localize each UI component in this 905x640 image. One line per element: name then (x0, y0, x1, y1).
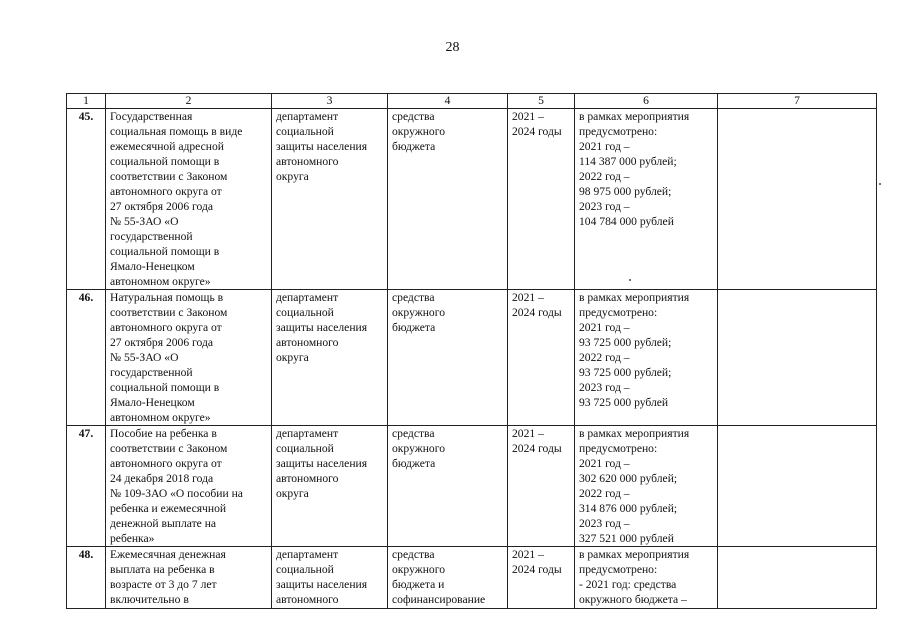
cell-line: в рамках мероприятия (579, 110, 690, 123)
cell-line: защиты населения (276, 457, 368, 470)
financing-cell (575, 547, 718, 609)
cell-line: 327 521 000 рублей (579, 532, 674, 545)
measure-name-cell (106, 109, 272, 290)
period-cell (508, 547, 575, 609)
cell-line: государственной (110, 230, 193, 243)
cell-line: 2024 годы (512, 306, 562, 319)
cell-line: возрасте от 3 до 7 лет (110, 578, 217, 591)
cell-line: Ямало-Ненецком (110, 260, 195, 273)
cell-line: окружного бюджета – (579, 593, 687, 606)
note-cell (718, 290, 877, 426)
cell-line: Государственная (110, 110, 193, 123)
measure-name-cell (106, 290, 272, 426)
cell-line: 2022 год – (579, 170, 630, 183)
cell-line: автономном округе» (110, 411, 211, 424)
cell-line: государственной (110, 366, 193, 379)
funding-source-cell (388, 290, 508, 426)
row-number-cell: 47. (67, 426, 106, 547)
column-header-2: 2 (106, 94, 272, 109)
cell-line: ребенка и ежемесячной (110, 502, 227, 515)
cell-line: 2023 год – (579, 200, 630, 213)
cell-line: Натуральная помощь в (110, 291, 224, 304)
row-number-cell: 46. (67, 290, 106, 426)
cell-line: 2024 годы (512, 563, 562, 576)
cell-line: в рамках мероприятия (579, 427, 690, 440)
column-header-6: 6 (575, 94, 718, 109)
scan-speck (629, 279, 631, 281)
measures-table (66, 93, 877, 609)
period-cell (508, 426, 575, 547)
cell-line: средства (392, 427, 435, 440)
period-cell (508, 109, 575, 290)
cell-line: 2023 год – (579, 517, 630, 530)
cell-line: софинансирование (392, 593, 486, 606)
cell-line: 27 октября 2006 года (110, 200, 214, 213)
cell-line: социальной помощи в (110, 381, 220, 394)
cell-line: средства (392, 110, 435, 123)
note-cell (718, 547, 877, 609)
cell-line: бюджета (392, 457, 436, 470)
cell-line: округа (276, 170, 309, 183)
cell-line: 2023 год – (579, 381, 630, 394)
executor-cell (272, 290, 388, 426)
cell-line: 2022 год – (579, 487, 630, 500)
cell-line: социальной помощи в (110, 245, 220, 258)
cell-line: в рамках мероприятия (579, 291, 690, 304)
cell-line: предусмотрено: (579, 125, 658, 138)
cell-line: 114 387 000 рублей; (579, 155, 677, 168)
column-header-1: 1 (67, 94, 106, 109)
cell-line: 27 октября 2006 года (110, 336, 214, 349)
column-header-4: 4 (388, 94, 508, 109)
cell-line: средства (392, 291, 435, 304)
cell-line: 93 725 000 рублей (579, 396, 669, 409)
measure-name-cell (106, 547, 272, 609)
column-header-7: 7 (718, 94, 877, 109)
funding-source-cell (388, 547, 508, 609)
cell-line: 2021 – (512, 110, 544, 123)
period-cell (508, 290, 575, 426)
funding-source-cell (388, 426, 508, 547)
cell-line: выплата на ребенка в (110, 563, 215, 576)
table-row (67, 290, 877, 426)
cell-line: ежемесячной адресной (110, 140, 224, 153)
cell-line: бюджета и (392, 578, 445, 591)
cell-line: автономного (276, 472, 339, 485)
table-header-row (67, 94, 877, 109)
cell-line: окружного (392, 125, 445, 138)
cell-line: бюджета (392, 140, 436, 153)
cell-line: соответствии с Законом (110, 442, 228, 455)
cell-line: Ямало-Ненецком (110, 396, 195, 409)
cell-line: автономном округе» (110, 275, 211, 288)
cell-line: денежной выплате на (110, 517, 217, 530)
cell-line: социальной (276, 563, 334, 576)
cell-line: соответствии с Законом (110, 306, 228, 319)
cell-line: бюджета (392, 321, 436, 334)
cell-line: автономного округа от (110, 321, 222, 334)
row-number-cell: 48. (67, 547, 106, 609)
cell-line: социальная помощь в виде (110, 125, 243, 138)
column-header-5: 5 (508, 94, 575, 109)
cell-line: включительно в (110, 593, 189, 606)
cell-line: 98 975 000 рублей; (579, 185, 672, 198)
table-row (67, 426, 877, 547)
cell-line: 2021 год – (579, 457, 630, 470)
financing-cell (575, 109, 718, 290)
cell-line: № 109-ЗАО «О пособии на (110, 487, 243, 500)
cell-line: департамент (276, 548, 339, 561)
cell-line: социальной (276, 442, 334, 455)
funding-source-cell (388, 109, 508, 290)
cell-line: в рамках мероприятия (579, 548, 690, 561)
cell-line: округа (276, 351, 309, 364)
cell-line: № 55-ЗАО «О (110, 215, 179, 228)
cell-line: № 55-ЗАО «О (110, 351, 179, 364)
cell-line: 93 725 000 рублей; (579, 336, 672, 349)
cell-line: окружного (392, 563, 445, 576)
cell-line: 2021 – (512, 427, 544, 440)
cell-line: 2021 год – (579, 321, 630, 334)
cell-line: Ежемесячная денежная (110, 548, 226, 561)
cell-line: 2022 год – (579, 351, 630, 364)
measure-name-cell (106, 426, 272, 547)
financing-cell (575, 426, 718, 547)
cell-line: 2021 год – (579, 140, 630, 153)
executor-cell (272, 426, 388, 547)
cell-line: средства (392, 548, 435, 561)
cell-line: автономного (276, 155, 339, 168)
row-number-cell: 45. (67, 109, 106, 290)
cell-line: округа (276, 487, 309, 500)
cell-line: департамент (276, 110, 339, 123)
cell-line: автономного (276, 593, 339, 606)
cell-line: 2021 – (512, 291, 544, 304)
cell-line: ребенка» (110, 532, 155, 545)
cell-line: 24 декабря 2018 года (110, 472, 214, 485)
cell-line: автономного округа от (110, 185, 222, 198)
note-cell (718, 109, 877, 290)
cell-line: защиты населения (276, 140, 368, 153)
cell-line: 104 784 000 рублей (579, 215, 674, 228)
cell-line: 302 620 000 рублей; (579, 472, 678, 485)
table-row (67, 547, 877, 609)
cell-line: - 2021 год: средства (579, 578, 677, 591)
cell-line: защиты населения (276, 578, 368, 591)
cell-line: автономного округа от (110, 457, 222, 470)
cell-line: 93 725 000 рублей; (579, 366, 672, 379)
cell-line: защиты населения (276, 321, 368, 334)
cell-line: 2021 – (512, 548, 544, 561)
cell-line: окружного (392, 306, 445, 319)
scan-speck (879, 183, 881, 185)
column-header-3: 3 (272, 94, 388, 109)
executor-cell (272, 109, 388, 290)
financing-cell (575, 290, 718, 426)
cell-line: соответствии с Законом (110, 170, 228, 183)
cell-line: предусмотрено: (579, 306, 658, 319)
cell-line: окружного (392, 442, 445, 455)
cell-line: департамент (276, 427, 339, 440)
cell-line: социальной (276, 125, 334, 138)
cell-line: департамент (276, 291, 339, 304)
cell-line: 2024 годы (512, 125, 562, 138)
executor-cell (272, 547, 388, 609)
cell-line: 314 876 000 рублей; (579, 502, 678, 515)
page-number: 28 (445, 40, 460, 55)
cell-line: социальной (276, 306, 334, 319)
note-cell (718, 426, 877, 547)
cell-line: 2024 годы (512, 442, 562, 455)
cell-line: предусмотрено: (579, 563, 658, 576)
table-row (67, 109, 877, 290)
cell-line: Пособие на ребенка в (110, 427, 217, 440)
cell-line: предусмотрено: (579, 442, 658, 455)
cell-line: социальной помощи в (110, 155, 220, 168)
cell-line: автономного (276, 336, 339, 349)
